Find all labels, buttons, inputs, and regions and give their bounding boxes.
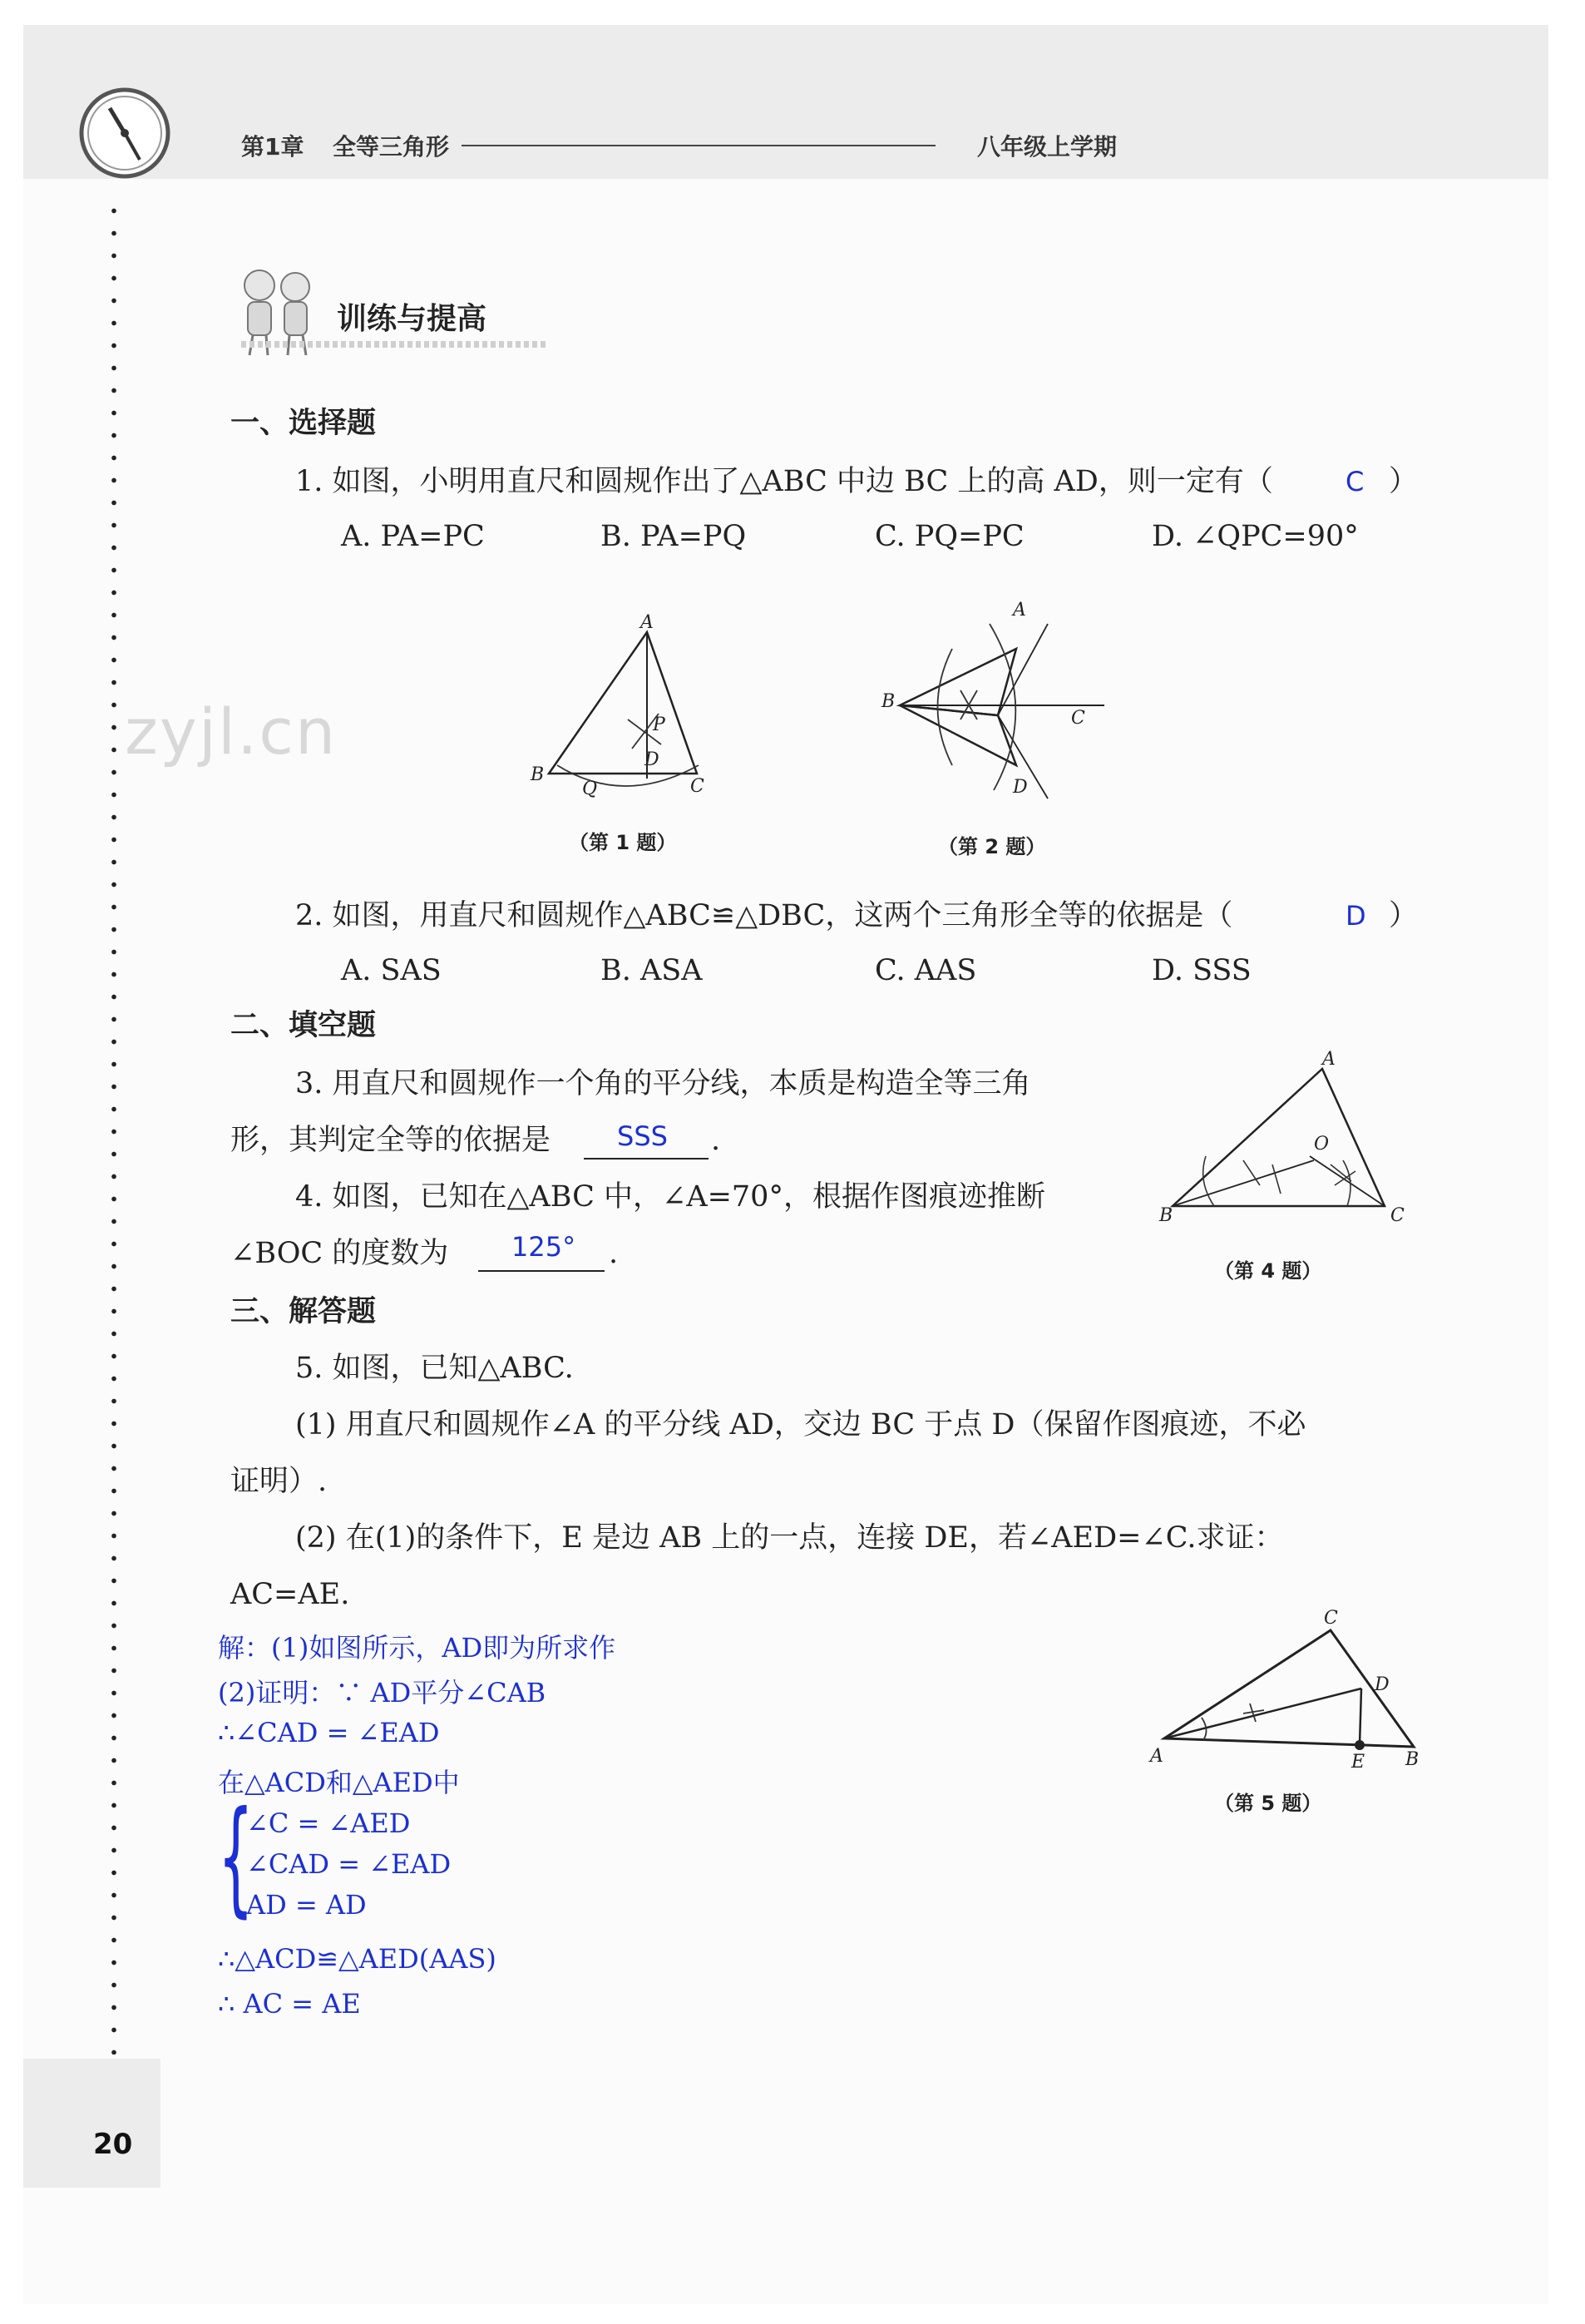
solution-system-1: ∠C = ∠AED [246, 1807, 411, 1839]
figure-1 [524, 612, 715, 799]
solution-system-2: ∠CAD = ∠EAD [246, 1848, 452, 1880]
fig2-label-d: D [1013, 777, 1028, 798]
header-chapter-title: 全等三角形 [333, 133, 450, 161]
q2-caption: （第 2 题） [938, 835, 1046, 858]
fig5-point-e [1355, 1740, 1365, 1750]
solution-system-3: AD = AD [246, 1889, 367, 1921]
q4-blank [478, 1270, 605, 1272]
figure-4 [1148, 1040, 1414, 1231]
watermark: zyjl.cn [125, 695, 338, 769]
fig5-label-a: A [1150, 1746, 1163, 1767]
q1-option-b: B. PA=PQ [600, 520, 747, 553]
binding-dots [111, 200, 116, 2055]
q3-blank [584, 1158, 709, 1160]
q1-option-c: C. PQ=PC [875, 520, 1025, 553]
q5-part2-line2: AC=AE. [230, 1578, 350, 1611]
solution-line-4: 在△ACD和△AED中 [218, 1767, 460, 1798]
q2-answer: D [1346, 900, 1366, 932]
fig1-label-p: P [653, 715, 665, 735]
q1-caption: （第 1 题） [569, 831, 677, 854]
q1-option-d: D. ∠QPC=90° [1152, 520, 1359, 553]
fig4-label-a: A [1322, 1049, 1336, 1070]
solution-line-1: 解：(1)如图所示，AD即为所求作 [218, 1632, 616, 1664]
fig5-label-d: D [1375, 1674, 1390, 1695]
fig5-label-e: E [1351, 1752, 1365, 1773]
q5-stem: 5. 如图，已知△ABC. [295, 1352, 574, 1385]
q2-close: ） [1389, 899, 1419, 932]
fig2-ray-up [998, 624, 1048, 715]
fig1-label-d: D [644, 749, 659, 770]
fig2-label-c: C [1071, 708, 1085, 729]
solution-brace: { [218, 1785, 254, 1930]
fig5-label-b: B [1405, 1749, 1420, 1770]
fig1-label-b: B [531, 764, 545, 785]
q4-line1: 4. 如图，已知在△ABC 中，∠A=70°，根据作图痕迹推断 [295, 1180, 1045, 1214]
clock-logo-icon [75, 83, 175, 183]
fig2-arc-left [938, 649, 953, 765]
header-rule [462, 145, 936, 146]
page-number: 20 [93, 2128, 133, 2161]
fig5-bisector-ad [1164, 1689, 1361, 1738]
q1-answer: C [1346, 466, 1365, 497]
fig1-label-a: A [640, 612, 654, 633]
q4-line2-pre: ∠BOC 的度数为 [230, 1237, 449, 1270]
q3-answer: SSS [617, 1120, 668, 1152]
section-solve: 三、解答题 [230, 1295, 377, 1328]
fig5-segment-de [1360, 1689, 1361, 1745]
solution-line-3: ∴∠CAD = ∠EAD [218, 1717, 440, 1748]
header-chapter: 第1章 [241, 133, 304, 161]
banner-underline [241, 341, 549, 348]
q2-stem: 2. 如图，用直尺和圆规作△ABC≌△DBC，这两个三角形全等的依据是（ [295, 899, 1233, 932]
solution-conclusion-2: ∴ AC = AE [218, 1988, 361, 2020]
fig2-label-a: A [1013, 600, 1026, 621]
q5-part1-line2: 证明）. [230, 1465, 328, 1498]
q2-option-d: D. SSS [1152, 954, 1252, 987]
section-choice: 一、选择题 [230, 407, 377, 440]
q4-answer: 125° [511, 1231, 576, 1263]
q4-line2-post: . [609, 1237, 619, 1270]
figure-5 [1143, 1597, 1430, 1772]
q1-option-a: A. PA=PC [341, 520, 485, 553]
q1-stem: 1. 如图，小明用直尺和圆规作出了△ABC 中边 BC 上的高 AD，则一定有（ [295, 465, 1273, 498]
fig4-bisector-b [1173, 1160, 1314, 1206]
q2-option-a: A. SAS [341, 954, 442, 987]
q3-line1: 3. 用直尺和圆规作一个角的平分线，本质是构造全等三角 [295, 1067, 1031, 1100]
solution-conclusion-1: ∴△ACD≌△AED(AAS) [218, 1943, 496, 1975]
figure-2 [873, 599, 1114, 807]
fig1-triangle [549, 632, 697, 774]
solution-line-2: (2)证明：∵ AD平分∠CAB [218, 1677, 546, 1708]
q1-close: ） [1389, 465, 1419, 498]
q5-caption: （第 5 题） [1214, 1792, 1322, 1815]
q2-option-b: B. ASA [600, 954, 703, 987]
q4-caption: （第 4 题） [1214, 1259, 1322, 1283]
q2-option-c: C. AAS [875, 954, 977, 987]
fig2-label-b: B [881, 691, 896, 712]
section-banner: 训练与提高 [337, 302, 487, 336]
fig5-label-c: C [1324, 1608, 1338, 1629]
section-fill: 二、填空题 [230, 1009, 377, 1042]
fig1-label-q: Q [582, 779, 598, 799]
q3-line2-pre: 形，其判定全等的依据是 [230, 1124, 551, 1157]
fig5-arc-cross [1243, 1703, 1264, 1722]
q5-part1-line1: (1) 用直尺和圆规作∠A 的平分线 AD，交边 BC 于点 D（保留作图痕迹，不必 [295, 1408, 1306, 1441]
fig4-label-o: O [1314, 1134, 1330, 1155]
fig4-label-b: B [1159, 1205, 1173, 1226]
fig1-label-c: C [690, 776, 704, 797]
fig4-arc-b [1203, 1156, 1214, 1206]
q3-line2-post: . [711, 1124, 721, 1157]
header-grade: 八年级上学期 [977, 133, 1118, 161]
fig4-label-c: C [1390, 1205, 1405, 1226]
page-number-box [23, 2059, 160, 2188]
fig1-arc-bottom [557, 765, 699, 786]
q5-part2-line1: (2) 在(1)的条件下，E 是边 AB 上的一点，连接 DE，若∠AED=∠C.求证： [295, 1521, 1284, 1555]
